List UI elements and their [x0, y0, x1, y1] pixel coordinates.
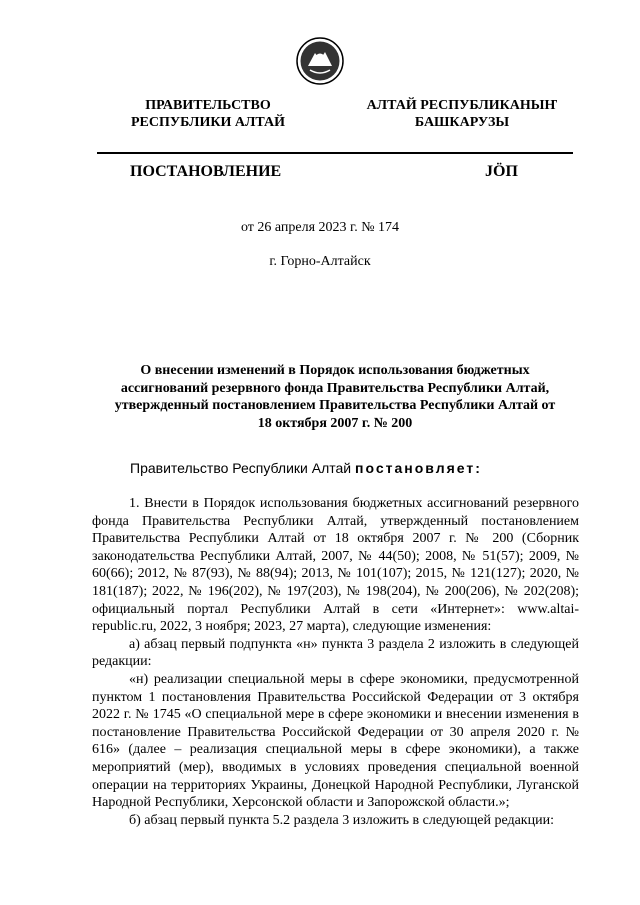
body-paragraph: 1. Внести в Порядок использования бюджетных ассигнований резервного фонда Правительства Республики Алтай, утвержденный постановлением Правительства Республики Алтай от 18 октября 2007 г. № 200 (Сборник законодательства Республики Алтай, 2007, № 44(50); 2008, № 51(57); 2009, № 60(66); 2012, № 87(93), № 88(94); 2013, № 101(107); 2015, № 121(127); 2020, № 181(187); 2022, № 196(202), № 197(203), № 198(204), № 200(206), № 202(208); официальный портал Республики Алтай в сети «Интернет»: www.altai-republic.ru, 2022, 3 ноября; 2023, 27 марта), следующие изменения:	[92, 496, 579, 635]
document-body	[92, 495, 579, 829]
body-paragraph: «н) реализации специальной меры в сфере экономики, предусмотренной пунктом 1 постановления Правительства Российской Федерации от 3 октября 2022 г. № 1745 «О специальной мере в сфере экономики и внесении изменения в постановление Правительства Российской Федерации от 30 апреля 2020 г. № 616» (далее – реализация специальной меры в сфере экономики), а также мероприятий (мер), вводимых в условиях проведения специальной военной операции на территориях Украины, Донецкой Народной Республики, Луганской Народной Республики, Херсонской области и Запорожской области.»;	[92, 671, 579, 811]
issuer-header-altai	[352, 97, 572, 131]
coat-of-arms-emblem	[295, 36, 345, 86]
issuer-header-altai-line2: БАШКАРУЗЫ	[414, 115, 510, 130]
issuer-header-russian-line1: ПРАВИТЕЛЬСТВО	[145, 98, 271, 113]
issuer-header-altai-line1: АЛТАЙ РЕСПУБЛИКАНЫҤ	[366, 98, 558, 113]
header-divider	[97, 152, 573, 154]
issuer-header-russian-line2: РЕСПУБЛИКИ АЛТАЙ	[130, 115, 286, 130]
body-paragraph: б) абзац первый пункта 5.2 раздела 3 изложить в следующей редакции:	[129, 812, 554, 828]
document-subject-title: О внесении изменений в Порядок использования бюджетных ассигнований резервного фонда Правительства Республики Алтай, утвержденный постановлением Правительства Республики Алтай от 18 октября 2007 г. № 200	[114, 363, 556, 431]
preamble-decree-word: постановляет:	[355, 460, 482, 476]
document-type-altai: JӦП	[485, 163, 518, 180]
document-type-russian: ПОСТАНОВЛЕНИЕ	[130, 163, 282, 180]
document-city: г. Горно-Алтайск	[269, 254, 371, 269]
preamble-text: Правительство Республики Алтай	[130, 460, 356, 476]
document-date-number: от 26 апреля 2023 г. № 174	[240, 220, 400, 235]
body-paragraph: а) абзац первый подпункта «н» пункта 3 раздела 2 изложить в следующей редакции:	[92, 636, 579, 670]
issuer-header-russian	[98, 97, 318, 131]
preamble	[130, 460, 482, 476]
